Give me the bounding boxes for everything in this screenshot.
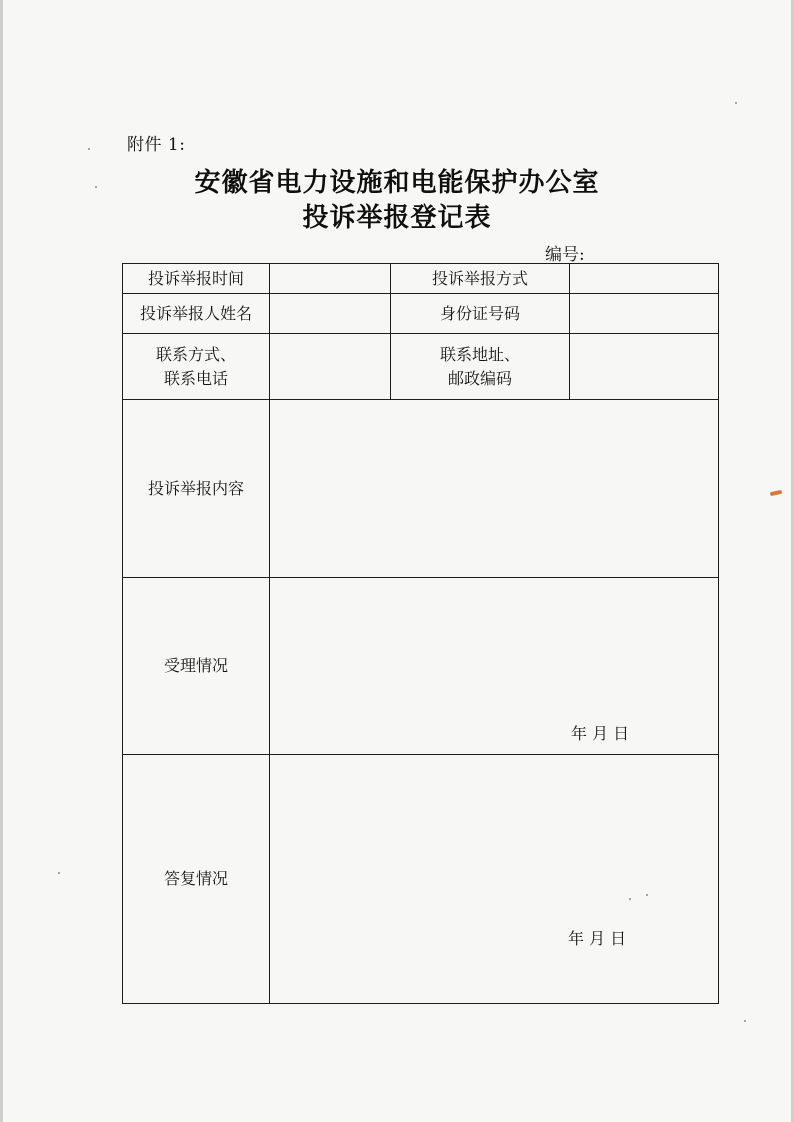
complainant-name-field[interactable] <box>270 294 391 334</box>
scan-speck <box>744 1020 746 1022</box>
id-number-label: 身份证号码 <box>391 294 570 334</box>
scan-speck <box>58 872 60 874</box>
acceptance-field[interactable] <box>270 578 719 755</box>
document-title-line2: 投诉举报登记表 <box>302 203 492 233</box>
complaint-registration-form <box>122 263 719 1004</box>
complaint-content-field[interactable] <box>270 400 719 578</box>
id-number-field[interactable] <box>570 294 719 334</box>
acceptance-date: 年 月 日 <box>571 724 630 743</box>
contact-label-line2: 联系电话 <box>163 368 228 388</box>
complainant-name-label: 投诉举报人姓名 <box>123 294 270 334</box>
complaint-time-field[interactable] <box>270 264 391 294</box>
scan-speck <box>735 102 737 104</box>
form-row-name-id <box>123 294 719 334</box>
address-field[interactable] <box>570 334 719 400</box>
form-row-acceptance <box>123 578 719 755</box>
contact-label <box>123 334 270 400</box>
scan-speck <box>646 894 648 896</box>
complaint-time-label: 投诉举报时间 <box>123 264 270 294</box>
scan-speck <box>95 186 97 188</box>
complaint-method-label: 投诉举报方式 <box>391 264 570 294</box>
reply-label: 答复情况 <box>123 755 270 1004</box>
attachment-label: 附件 1: <box>127 135 186 155</box>
form-row-time-method <box>123 264 719 294</box>
serial-number-label: 编号: <box>545 245 585 265</box>
contact-label-line1: 联系方式、 <box>155 344 236 364</box>
document-title-line1: 安徽省电力设施和电能保护办公室 <box>194 168 600 198</box>
reply-date: 年 月 日 <box>568 929 627 948</box>
address-label-line2: 邮政编码 <box>447 368 512 388</box>
complaint-method-field[interactable] <box>570 264 719 294</box>
acceptance-label: 受理情况 <box>123 578 270 755</box>
scan-stain <box>770 490 783 496</box>
address-label <box>391 334 570 400</box>
address-label-line1: 联系地址、 <box>439 344 520 364</box>
reply-field[interactable] <box>270 755 719 1004</box>
scan-speck <box>629 898 631 900</box>
scan-speck <box>88 148 90 150</box>
form-row-reply <box>123 755 719 1004</box>
form-row-content <box>123 400 719 578</box>
form-row-contact-address <box>123 334 719 400</box>
complaint-content-label: 投诉举报内容 <box>123 400 270 578</box>
contact-field[interactable] <box>270 334 391 400</box>
